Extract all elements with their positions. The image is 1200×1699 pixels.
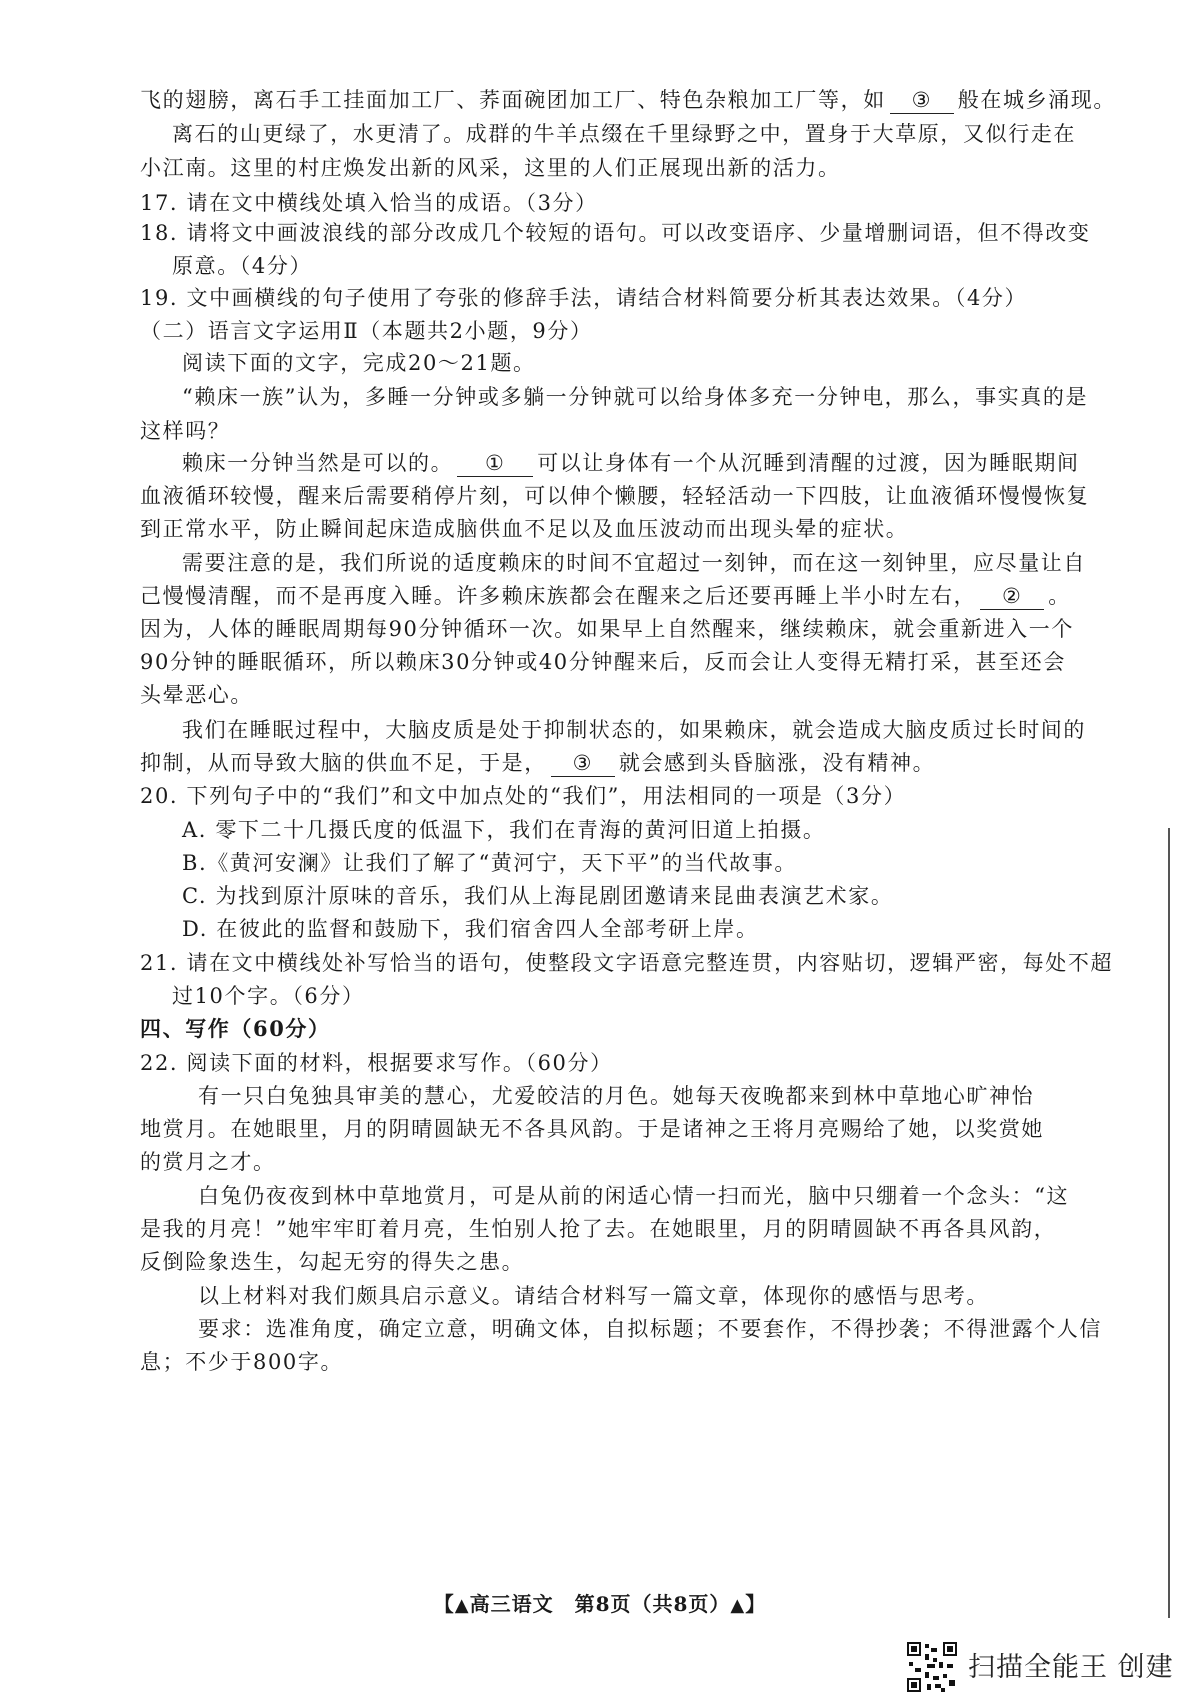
text-segment: 飞的翅膀，离石手工挂面加工厂、荞面碗团加工厂、特色杂粮加工厂等，如: [140, 88, 886, 112]
passage2-p1-line-2: 这样吗？: [140, 419, 231, 443]
passage2-p3-line-1: 需要注意的是，我们所说的适度赖床的时间不宜超过一刻钟，而在这一刻钟里，应尽量让自: [182, 551, 1086, 575]
essay-requirement-line-2: 息；不少于800字。: [140, 1350, 344, 1374]
question-20-option-d: D. 在彼此的监督和鼓励下，我们宿舍四人全部考研上岸。: [182, 917, 759, 941]
text-segment: 赖床一分钟当然是可以的。: [182, 451, 454, 475]
essay-material-p1-line-1: 有一只白兔独具审美的慧心，尤爱皎洁的月色。她每天夜晚都来到林中草地心旷神怡: [198, 1084, 1035, 1108]
question-20-option-c: C. 为找到原汁原味的音乐，我们从上海昆剧团邀请来昆曲表演艺术家。: [182, 884, 894, 908]
footer-bracket: 】: [745, 1592, 767, 1616]
fill-blank-3: ③: [551, 750, 615, 777]
text-segment: 抑制，从而导致大脑的供血不足，于是，: [140, 751, 547, 775]
passage2-p4-line-2: [140, 746, 1150, 780]
essay-material-p1-line-3: 的赏月之才。: [140, 1150, 276, 1174]
essay-material-p1-line-2: 地赏月。在她眼里，月的阴晴圆缺无不各具风韵。于是诸神之王将月亮赐给了她，以奖赏她: [140, 1117, 1044, 1141]
question-17: 17. 请在文中横线处填入恰当的成语。（3分）: [140, 191, 598, 215]
essay-material-p2-line-2: 是我的月亮！”她牢牢盯着月亮，生怕别人抢了去。在她眼里，月的阴晴圆缺不再各具风韵，: [140, 1217, 1057, 1241]
triangle-icon: ▲: [454, 1595, 470, 1616]
text-segment: 可以让身体有一个从沉睡到清醒的过渡，因为睡眠期间: [537, 451, 1080, 475]
essay-requirement-line-1: 要求：选准角度，确定立意，明确文体，自拟标题；不要套作，不得抄袭；不得泄露个人信: [198, 1317, 1102, 1341]
right-margin-rule: [1168, 828, 1170, 1618]
question-22: 22. 阅读下面的材料，根据要求写作。（60分）: [140, 1051, 613, 1075]
question-18-line-2: 原意。（4分）: [172, 254, 313, 278]
question-20-stem: 20. 下列句子中的“我们”和文中加点处的“我们”，用法相同的一项是（3分）: [140, 784, 907, 808]
essay-material-p3: 以上材料对我们颇具启示意义。请结合材料写一篇文章，体现你的感悟与思考。: [198, 1284, 989, 1308]
page-footer: [0, 1588, 1200, 1617]
passage-top-line-1: [140, 83, 1150, 117]
question-20-option-b: B.《黄河安澜》让我们了解了“黄河宁，天下平”的当代故事。: [182, 851, 797, 875]
triangle-icon: ▲: [730, 1595, 746, 1616]
passage2-p3-line-3: 因为，人体的睡眠周期每90分钟循环一次。如果早上自然醒来，继续赖床，就会重新进入一个: [140, 617, 1074, 641]
question-21-line-1: 21. 请在文中横线处补写恰当的语句，使整段文字语意完整连贯，内容贴切，逻辑严密，每处不超: [140, 951, 1114, 975]
text-segment: 己慢慢清醒，而不是再度入睡。许多赖床族都会在醒来之后还要再睡上半小时左右，: [140, 584, 977, 608]
passage2-p3-line-5: 头晕恶心。: [140, 683, 253, 707]
qr-code-icon: [905, 1640, 959, 1694]
passage2-p2-line-2: 血液循环较慢，醒来后需要稍停片刻，可以伸个懒腰，轻轻活动一下四肢，让血液循环慢慢恢复: [140, 484, 1090, 508]
question-21-line-2: 过10个字。（6分）: [172, 984, 365, 1008]
instruction-20-21: 阅读下面的文字，完成20～21题。: [182, 351, 536, 375]
footer-bracket: 【: [433, 1592, 455, 1616]
essay-material-p2-line-3: 反倒险象迭生，勾起无穷的得失之患。: [140, 1250, 525, 1274]
passage2-p3-line-2: [140, 579, 1150, 613]
fill-blank-2: ②: [980, 583, 1044, 610]
question-18-line-1: 18. 请将文中画波浪线的部分改成几个较短的语句。可以改变语序、少量增删词语，但不得改变: [140, 221, 1091, 245]
passage-top-line-2: 离石的山更绿了，水更清了。成群的牛羊点缀在千里绿野之中，置身于大草原，又似行走在: [172, 122, 1076, 146]
text-segment: 。: [1048, 584, 1071, 608]
passage-top-line-3: 小江南。这里的村庄焕发出新的风采，这里的人们正展现出新的活力。: [140, 156, 841, 180]
question-19: 19. 文中画横线的句子使用了夸张的修辞手法，请结合材料简要分析其表达效果。（4分）: [140, 286, 1028, 310]
passage2-p2-line-1: [182, 446, 1192, 480]
footer-page-info: 高三语文 第8页（共8页）: [469, 1592, 731, 1616]
fill-blank-1: ①: [457, 450, 533, 477]
passage2-p1-line-1: “赖床一族”认为，多睡一分钟或多躺一分钟就可以给身体多充一分钟电，那么，事实真的是: [182, 385, 1089, 409]
section-4-title: 四、写作（60分）: [140, 1016, 331, 1041]
passage2-p2-line-3: 到正常水平，防止瞬间起床造成脑供血不足以及血压波动而出现头晕的症状。: [140, 517, 909, 541]
scanner-watermark: 扫描全能王 创建: [968, 1652, 1174, 1683]
essay-material-p2-line-1: 白兔仍夜夜到林中草地赏月，可是从前的闲适心情一扫而光，脑中只绷着一个念头：“这: [198, 1184, 1070, 1208]
fill-blank-3: ③: [890, 87, 954, 114]
section-2-title: （二）语言文字运用Ⅱ（本题共2小题，9分）: [140, 319, 593, 343]
text-segment: 就会感到头昏脑涨，没有精神。: [618, 751, 936, 775]
passage2-p4-line-1: 我们在睡眠过程中，大脑皮质是处于抑制状态的，如果赖床，就会造成大脑皮质过长时间的: [182, 718, 1086, 742]
question-20-option-a: A. 零下二十几摄氏度的低温下，我们在青海的黄河旧道上拍摄。: [182, 818, 826, 842]
text-segment: 般在城乡涌现。: [957, 88, 1116, 112]
passage2-p3-line-4: 90分钟的睡眠循环，所以赖床30分钟或40分钟醒来后，反而会让人变得无精打采，甚至还会: [140, 650, 1066, 674]
